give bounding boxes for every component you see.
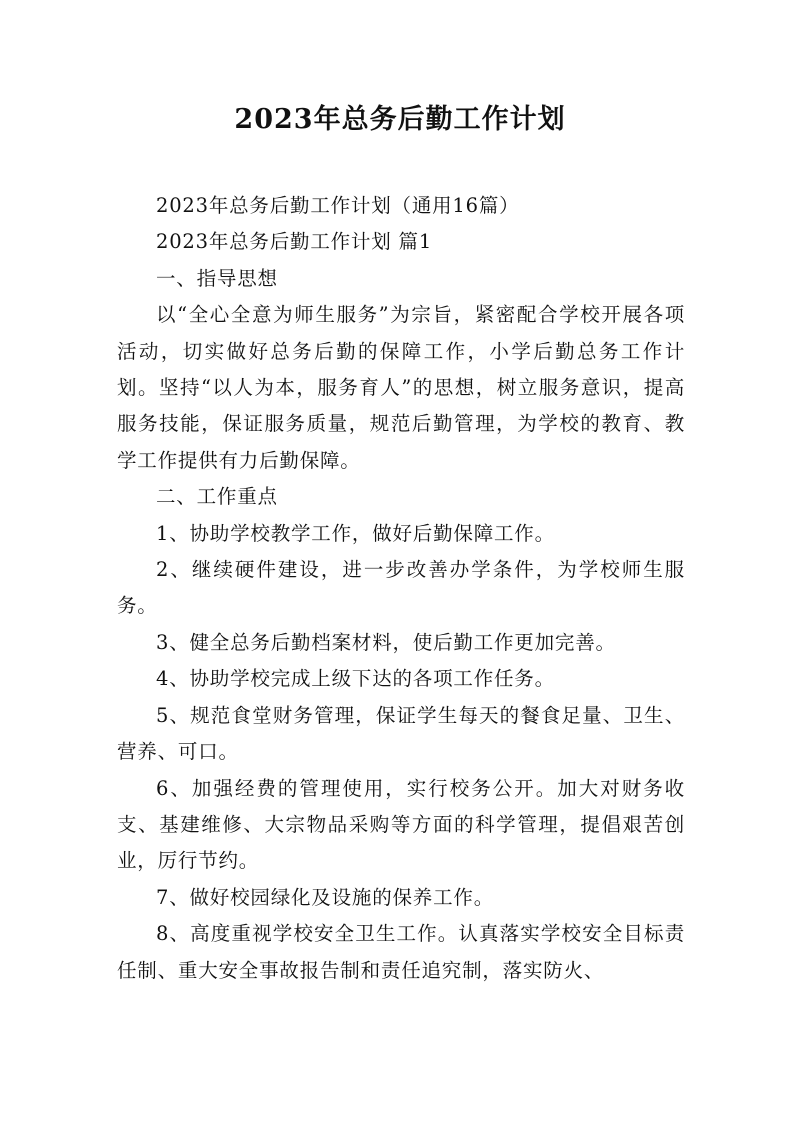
heading-guiding-ideology: 一、指导思想 — [156, 266, 278, 290]
list-item: 6、加强经费的管理使用，实行校务公开。加大对财务收支、基建维修、大宗物品采购等方面的科学管理，提倡艰苦创业，厉行节约。 — [117, 776, 685, 873]
paragraph: 以“全心全意为师生服务”为宗旨，紧密配合学校开展各项活动，切实做好总务后勤的保障工作，小学后勤总务工作计划。坚持“以人为本，服务育人”的思想，树立服务意识，提高服务技能，保证服务质量，规范后勤管理，为学校的教育、教学工作提供有力后勤保障。 — [117, 303, 685, 472]
list-item: 5、规范食堂财务管理，保证学生每天的餐食足量、卫生、营养、可口。 — [117, 703, 685, 764]
list-item: 1、协助学校教学工作，做好后勤保障工作。 — [156, 521, 555, 545]
list-item: 4、协助学校完成上级下达的各项工作任务。 — [156, 667, 555, 691]
list-item: 2、继续硬件建设，进一步改善办学条件，为学校师生服务。 — [117, 558, 685, 618]
list-item: 8、高度重视学校安全卫生工作。认真落实学校安全目标责任制、重大安全事故报告制和责任追究制，落实防火、 — [117, 922, 685, 982]
subtitle-paragraph: 2023年总务后勤工作计划（通用16篇） — [156, 194, 520, 217]
heading-work-focus: 二、工作重点 — [156, 485, 278, 509]
list-item: 3、健全总务后勤档案材料，使后勤工作更加完善。 — [156, 630, 616, 654]
document-body — [117, 188, 685, 989]
document-title: 2023年总务后勤工作计划 — [234, 104, 566, 135]
section-heading: 2023年总务后勤工作计划 篇1 — [156, 230, 433, 254]
list-item: 7、做好校园绿化及设施的保养工作。 — [156, 885, 495, 909]
